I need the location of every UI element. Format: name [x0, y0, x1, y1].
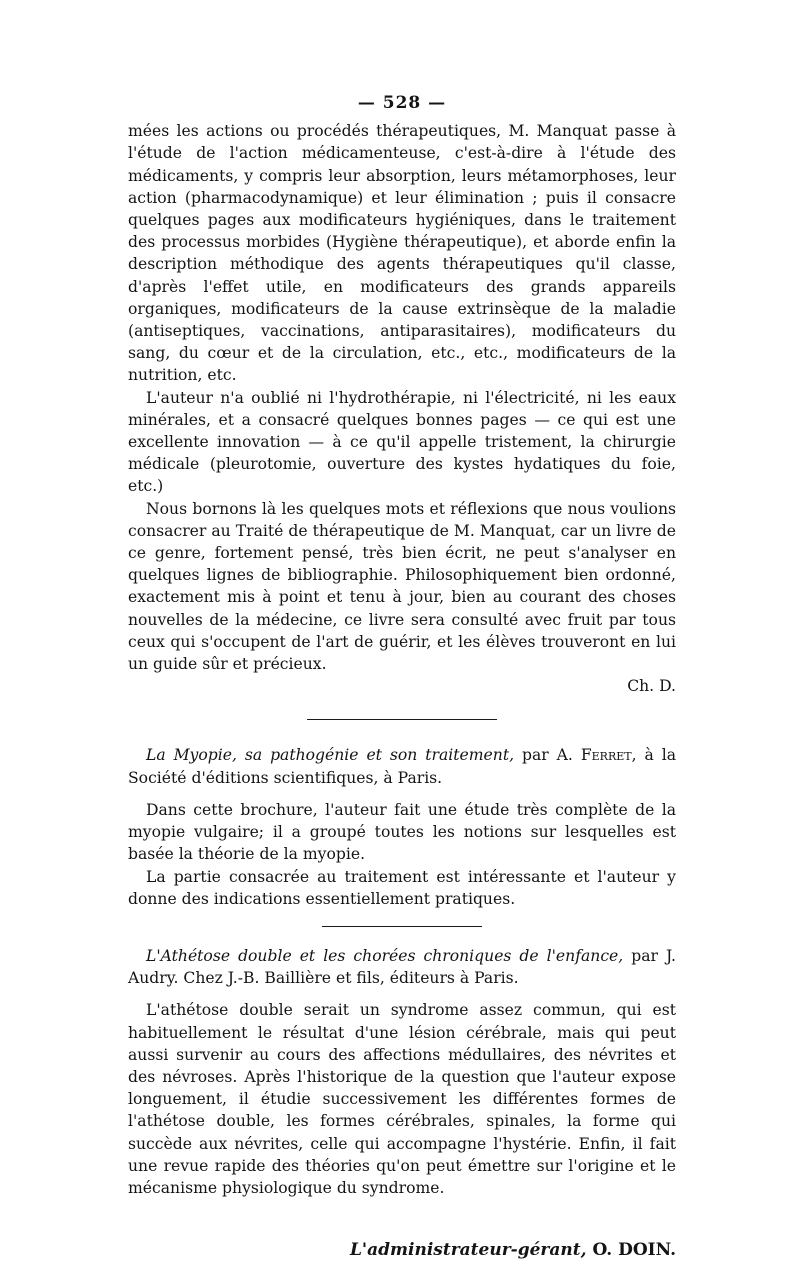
paragraph: mées les actions ou procédés thérapeutiques, M. Manquat passe à l'étude de l'action médicamenteuse, c'est-à-dire à l'étude des médicaments, y compris leur absorption, leurs métamorphoses, leur action (pharmacodynamique) et leur élimination ; puis il consacre quelques pages aux modificateurs hygiéniques, dans le traitement des processus morbides (Hygiène thérapeutique), et aborde enfin la description méthodique des agents thérapeutiques qu'il classe, d'après l'effet utile, en modificateurs des grands appareils organiques, modificateurs de la cause extrinsèque de la maladie (antiseptiques, vaccinations, antiparasitaires), modificateurs du sang, du cœur et de la circulation, etc., etc., modificateurs de la nutrition, etc.	[128, 122, 676, 385]
paragraph: Nous bornons là les quelques mots et réflexions que nous voulions consacrer au Traité de thérapeutique de M. Manquat, car un livre de ce genre, fortement pensé, très bien écrit, ne peut s'analyser en quelques lignes de bibliographie. Philosophiquement bien ordonné, exactement mis à point et tenu à jour, bien au courant des choses nouvelles de la médecine, ce livre sera consulté avec fruit par tous ceux qui s'occupent de l'art de guérir, et les élèves trouveront en lui un guide sûr et précieux.	[128, 499, 676, 674]
review-myopie	[128, 744, 676, 909]
paragraph: L'auteur n'a oublié ni l'hydrothérapie, ni l'électricité, ni les eaux minérales, et a consacré quelques bonnes pages — ce qui est une excellente innovation — à ce qu'il appelle tristement, la chirurgie médicale (pleurotomie, ouverture des kystes hydatiques du foie, etc.)	[128, 388, 676, 496]
spacer	[128, 989, 676, 999]
administrator-signature	[128, 1239, 676, 1261]
admin-role: L'administrateur-gérant,	[349, 1240, 587, 1261]
admin-name: O. DOIN.	[586, 1240, 676, 1261]
publisher-text: par J. Audry. Chez J.-B. Baillière et fils, éditeurs à Paris.	[128, 946, 676, 988]
paragraph: La partie consacrée au traitement est intéressante et l'auteur y donne des indications essentiellement pratiques.	[128, 867, 676, 908]
title-text: par A.	[514, 746, 581, 765]
section-divider	[307, 719, 497, 720]
publisher-text: , à la Société d'éditions scientifiques, à Paris.	[128, 746, 677, 787]
document-page	[128, 92, 676, 1261]
paragraph: Dans cette brochure, l'auteur fait une étude très complète de la myopie vulgaire; il a groupé toutes les notions sur lesquelles est basée la théorie de la myopie.	[128, 800, 676, 864]
book-title: L'Athétose double et les chorées chroniques de l'enfance,	[146, 946, 624, 965]
article-manquat-review	[128, 120, 676, 697]
spacer	[128, 789, 676, 799]
review-title	[128, 945, 676, 989]
paragraph: L'athétose double serait un syndrome assez commun, qui est habituellement le résultat d'une lésion cérébrale, mais qui peut aussi survenir au cours des affections médullaires, des névrites et des névroses. Après l'historique de la question que l'auteur expose longuement, il étudie successivement les différentes formes de l'athétose double, les formes cérébrales, spinales, la forme qui succède aux névrites, celle qui accompagne l'hystérie. Enfin, il fait une revue rapide des théories qu'on peut émettre sur l'origine et le mécanisme physiologique du syndrome.	[128, 1001, 676, 1197]
author-signature: Ch. D.	[627, 677, 676, 696]
book-title: La Myopie, sa pathogénie et son traitement,	[146, 746, 515, 765]
author-name: Ferret	[580, 746, 632, 765]
review-title	[128, 744, 676, 788]
section-divider	[322, 926, 482, 927]
review-athetose	[128, 945, 676, 1199]
page-number: — 528 —	[357, 93, 447, 113]
